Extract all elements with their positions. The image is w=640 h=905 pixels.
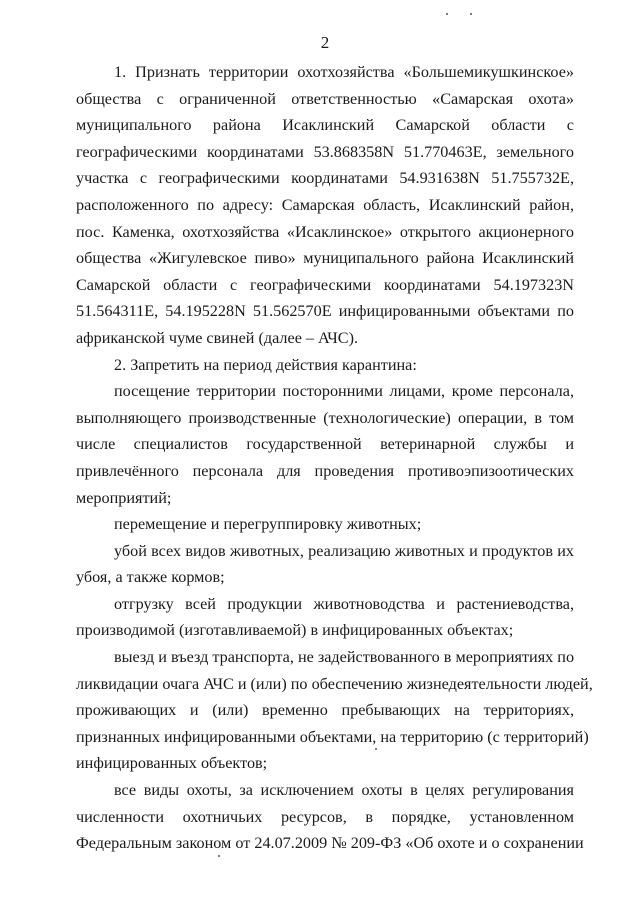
paragraph-p8: [76, 777, 584, 857]
text-line: африканской чуме свиней (далее – АЧС).: [76, 328, 359, 347]
text-line: Самарской области с географическими координатами 54.197323N: [76, 275, 574, 294]
text-line: 1. Признать территории охотхозяйства «Большемикушкинское»: [114, 63, 574, 81]
text-line: выполняющего производственные (технологические) операции, в том: [76, 408, 574, 427]
paragraph-p7: [76, 644, 593, 777]
text-line: признанных инфицированными объектами, на территорию (с территорий): [76, 727, 589, 746]
paragraph-p6: [76, 591, 574, 644]
text-line: инфицированных объектов;: [76, 754, 268, 773]
scan-speck: [375, 748, 377, 750]
text-line: 51.564311E, 54.195228N 51.562570E инфицированными объектами по: [76, 302, 574, 321]
text-line: 2. Запретить на период действия карантина:: [114, 355, 417, 374]
text-line: производимой (изготавливаемой) в инфицированных объектах;: [76, 621, 514, 640]
text-line: мероприятий;: [76, 488, 172, 507]
text-line: перемещение и перегруппировку животных;: [114, 515, 422, 534]
paragraph-p3: [76, 378, 574, 511]
text-line: проживающих и (или) временно пребывающих на территориях,: [76, 701, 574, 720]
text-line: ликвидации очага АЧС и (или) по обеспечению жизнедеятельности людей,: [76, 674, 593, 693]
text-line: географическими координатами 53.868358N 51.770463E, земельного: [76, 142, 574, 161]
text-line: посещение территории посторонними лицами, кроме персонала,: [114, 382, 574, 401]
paragraph-p5: [76, 538, 574, 591]
text-line: выезд и въезд транспорта, не задействованного в мероприятиях по: [114, 648, 575, 667]
text-line: расположенного по адресу: Самарская область, Исаклинский район,: [76, 195, 574, 214]
text-line: Федеральным законом от 24.07.2009 № 209-ФЗ «Об охоте и о сохранении: [76, 834, 584, 853]
paragraph-p2: [76, 352, 574, 379]
page-number: 2: [320, 33, 330, 52]
scan-speck: [218, 855, 220, 857]
text-line: пос. Каменка, охотхозяйства «Исаклинское» открытого акционерного: [76, 222, 574, 241]
scan-speck: [446, 13, 448, 15]
text-line: численности охотничьих ресурсов, в порядке, установленном: [76, 807, 574, 826]
scan-speck: [470, 13, 472, 15]
text-line: числе специалистов государственной ветеринарной службы и: [76, 435, 574, 454]
paragraph-p4: [76, 511, 574, 538]
text-line: отгрузку всей продукции животноводства и растениеводства,: [114, 594, 574, 613]
text-line: участка с географическими координатами 54.931638N 51.755732E,: [76, 169, 574, 188]
document-body: [76, 59, 593, 857]
text-line: убоя, а также кормов;: [76, 568, 225, 587]
text-line: убой всех видов животных, реализацию животных и продуктов их: [114, 541, 574, 560]
text-line: муниципального района Исаклинский Самарской области с: [76, 116, 574, 135]
text-line: все виды охоты, за исключением охоты в целях регулирования: [114, 781, 574, 800]
text-line: привлечённого персонала для проведения противоэпизоотических: [76, 461, 574, 480]
text-line: общества «Жигулевское пиво» муниципального района Исаклинский: [76, 249, 574, 268]
text-line: общества с ограниченной ответственностью «Самарская охота»: [76, 89, 574, 108]
paragraph-p1: [76, 59, 574, 352]
